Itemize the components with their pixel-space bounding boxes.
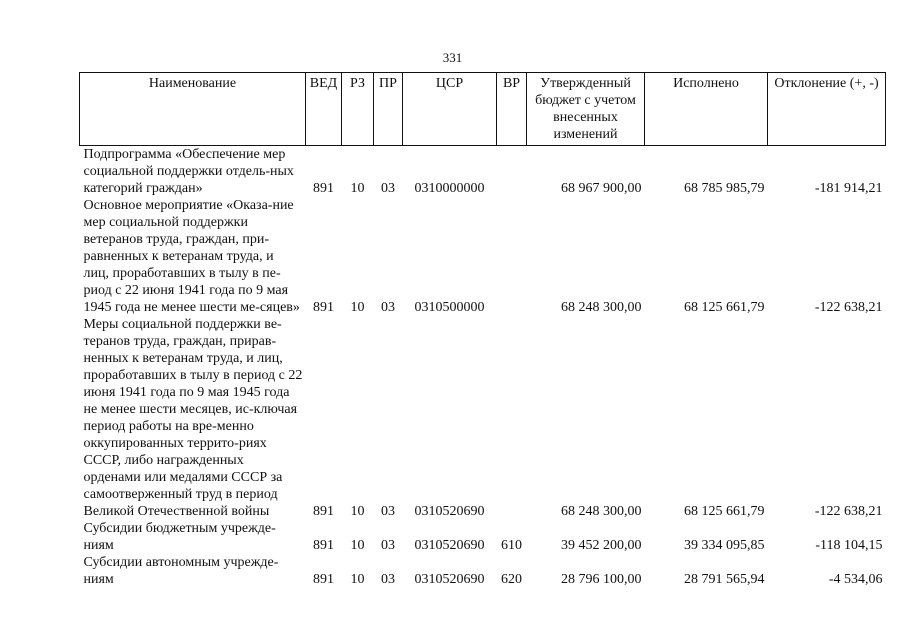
header-deviation: Отклонение (+, -) [768,73,886,146]
header-approved: Утвержденный бюджет с учетом внесенных изменений [527,73,645,146]
row-pr: 03 [381,572,395,587]
header-rz: РЗ [342,73,374,146]
row-name: Меры социальной поддержки ве-теранов труда, граждан, прирав-ненных к ветеранам труда, и лиц, проработавших в тылу в период с 22 июня 1941 года по 9 мая 1945 года не менее шести месяцев, ис-ключая период работы на вре-менно оккупированных террито-риях СССР, либо награжденных орденами или медалями СССР за самоотверженный труд в период Великой Отечественной войны [83,317,303,519]
row-vr [497,316,527,520]
row-name: Субсидии бюджетным учрежде-ниям [83,521,276,553]
row-csr: 0310500000 [414,300,485,315]
row-executed: 68 125 661,79 [684,300,765,315]
row-rz: 10 [350,300,365,315]
row-ved: 891 [313,538,334,553]
table-row [80,316,886,520]
row-vr: 610 [501,538,522,553]
row-approved: 68 248 300,00 [561,504,642,519]
row-ved: 891 [313,572,334,587]
budget-table [79,72,886,588]
row-approved: 28 796 100,00 [561,572,642,587]
row-name: Субсидии автономным учрежде-ниям [83,555,279,587]
row-executed: 68 125 661,79 [684,504,765,519]
page-number: 331 [442,50,463,65]
row-deviation: -122 638,21 [814,300,883,315]
row-deviation: -181 914,21 [814,181,883,196]
row-executed: 39 334 095,85 [684,538,765,553]
header-executed: Исполнено [645,73,768,146]
table-header-row [80,73,886,146]
row-rz: 10 [350,572,365,587]
row-name: Основное мероприятие «Оказа-ние мер социальной поддержки ветеранов труда, граждан, при-равненных к ветеранам труда, и лиц, проработавших в тылу в пе-риод с 22 июня 1941 года по 9 мая 1945 года не менее шести ме-сяцев» [83,198,300,315]
row-pr: 03 [381,300,395,315]
row-vr [497,146,527,198]
table-row [80,520,886,554]
header-name: Наименование [80,73,306,146]
row-csr: 0310520690 [414,572,485,587]
row-ved: 891 [313,504,334,519]
row-name: Подпрограмма «Обеспечение мер социальной поддержки отдель-ных категорий граждан» [83,147,294,196]
header-ved: ВЕД [306,73,342,146]
row-csr: 0310000000 [414,181,485,196]
row-deviation: -118 104,15 [815,538,883,553]
row-ved: 891 [313,181,334,196]
table-row [80,554,886,588]
row-csr: 0310520690 [414,538,485,553]
row-executed: 68 785 985,79 [684,181,765,196]
row-pr: 03 [381,504,395,519]
row-approved: 68 967 900,00 [561,181,642,196]
row-deviation: -4 534,06 [828,572,883,587]
row-deviation: -122 638,21 [814,504,883,519]
row-csr: 0310520690 [414,504,485,519]
row-rz: 10 [350,504,365,519]
row-rz: 10 [350,181,365,196]
table-row [80,197,886,316]
row-approved: 68 248 300,00 [561,300,642,315]
row-pr: 03 [381,181,395,196]
row-vr [497,197,527,316]
header-vr: ВР [497,73,527,146]
header-csr: ЦСР [403,73,497,146]
row-ved: 891 [313,300,334,315]
table-row [80,146,886,198]
row-pr: 03 [381,538,395,553]
header-pr: ПР [374,73,403,146]
row-rz: 10 [350,538,365,553]
row-executed: 28 791 565,94 [684,572,765,587]
row-approved: 39 452 200,00 [561,538,642,553]
row-vr: 620 [501,572,522,587]
